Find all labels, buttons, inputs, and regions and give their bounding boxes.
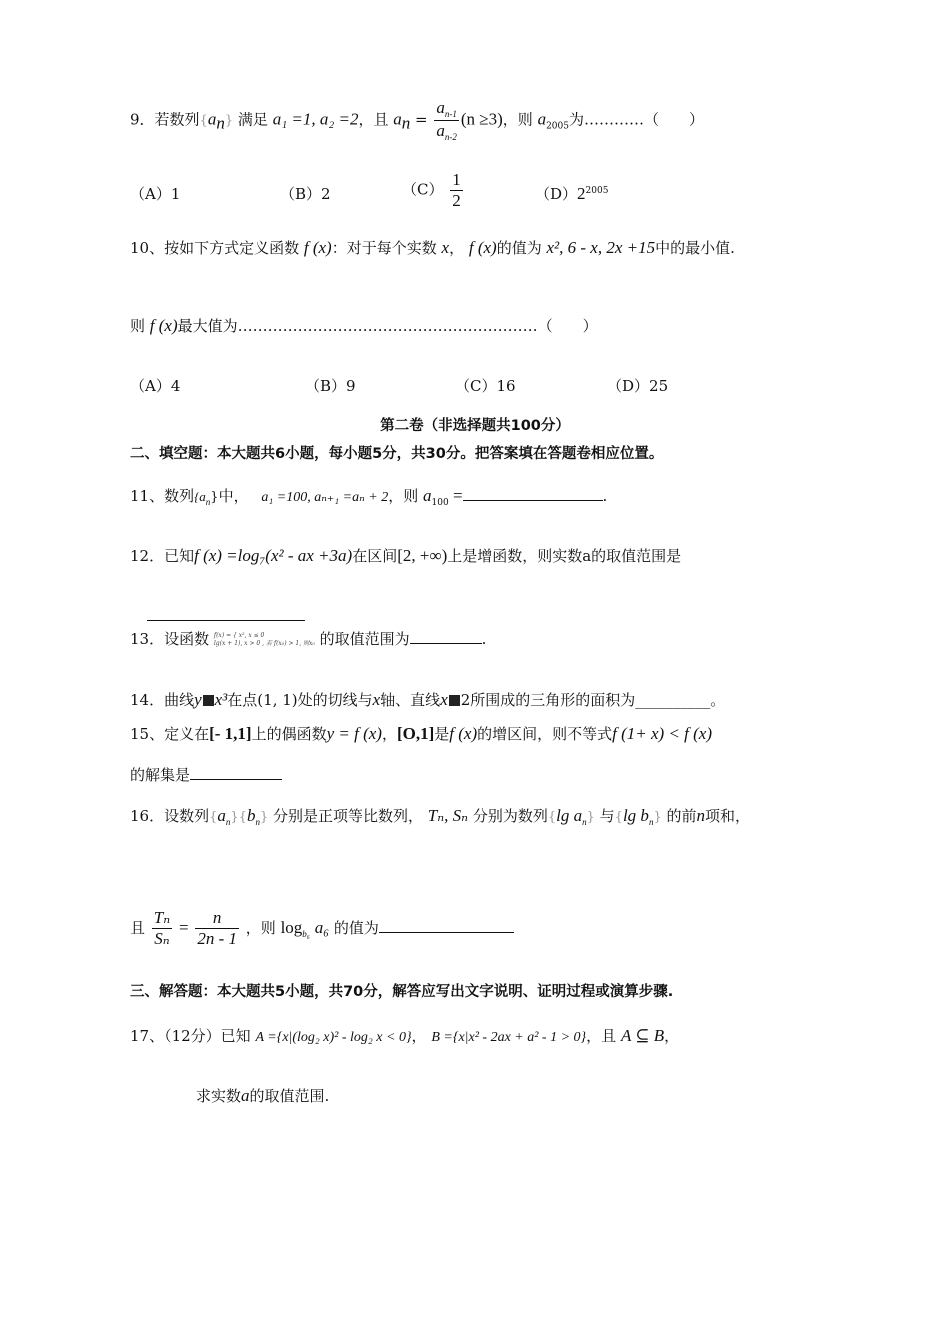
q10-option-c: （C）16 <box>455 377 516 395</box>
q15-inequality: f (1+ x) < f (x) <box>612 724 713 743</box>
q12-expr: f (x) =log₇(x² - ax +3a) <box>194 546 353 565</box>
q9-option-b: （B）2 <box>280 185 331 203</box>
question-16-line2: 且 $\frac{\text{Tₙ}}{\text{Sₙ}}$ = $\frac{n}{2n - 1}$ ，则 $\log_{b_6} a_6$ 的值为 <box>130 908 514 950</box>
q13-function-def: f(x) = { x², x ≤ 0 lg(x + 1), x > 0 , 若 f(x₀) > 1, 则x₀ <box>213 632 315 647</box>
q10-text4: 的值为 <box>496 239 542 257</box>
q16-fraction2: $\frac{n}{2n - 1}$ <box>197 908 237 949</box>
q9-tail: 为…………（ ） <box>568 110 704 129</box>
q10-option-d: （D）25 <box>607 377 669 395</box>
q16-and: 且 <box>130 918 146 937</box>
q10-fx3: f (x) <box>149 316 178 335</box>
q10-comma: ， <box>449 239 465 257</box>
question-9: 9．若数列$\{a_n\}$ 满足 a₁ =1, a₂ =2，且 $a_n$ = $\frac{a_{n-1}}{a_{n-2}}$ (n ≥3)，则 $a_{2005}$为…………（ ） <box>130 98 704 142</box>
question-14: 14．曲线y x³在点(1, 1)处的切线与x轴、直线x 2所围成的三角形的面积为__________。 <box>130 690 726 709</box>
q15-expr1: y = f (x) <box>326 724 382 743</box>
q16-text4: 与 <box>599 807 615 825</box>
q16-text2: 分别是正项等比数列， <box>273 807 424 825</box>
q10-line2: 最大值为……………………………………………………（ ） <box>177 317 598 335</box>
q9-seq: a <box>207 109 217 129</box>
question-10-line2 <box>130 316 598 336</box>
q13-text2: 的取值范围为 <box>319 630 410 648</box>
q9-condition: a₁ =1, a₂ =2 <box>272 109 359 129</box>
q9-option-c: （C） $\frac{1}{2}$ <box>402 170 461 210</box>
q11-text: 11、数列 <box>130 487 195 505</box>
q10-then: 则 <box>130 317 146 335</box>
q17-set-b: B ={x|x² - 2ax + a² - 1 > 0} <box>431 1030 587 1045</box>
q15-answer-blank[interactable] <box>190 779 282 780</box>
q15-text2: 上的偶函数 <box>251 725 327 743</box>
question-10 <box>130 238 735 258</box>
q17-subset: A ⊆ B <box>620 1026 665 1045</box>
q12-text3: 上是增函数，则实数a的取值范围是 <box>447 547 682 565</box>
q9-lhs: a <box>393 109 402 129</box>
q13-text: 13．设函数 <box>130 630 210 648</box>
q16-then: ，则 <box>245 918 276 937</box>
q11-seq: {a <box>194 489 206 504</box>
q10-x: x <box>441 238 450 257</box>
q15-line2: 的解集是 <box>130 766 191 784</box>
q10-option-a: （A）4 <box>130 377 181 395</box>
q9-target: a <box>537 109 547 129</box>
q12-answer-blank[interactable] <box>147 610 305 621</box>
q15-text5: 的增区间，则不等式 <box>477 725 613 743</box>
q12-interval: [2, +∞) <box>397 546 448 565</box>
q15-text: 15、定义在 <box>130 725 210 743</box>
q12-text2: 在区间 <box>352 547 398 565</box>
q11-text2: 中， <box>218 487 249 505</box>
q14-text2: 在点(1, 1)处的切线与 <box>227 691 373 709</box>
q16-ts: Tₙ, Sₙ <box>427 806 469 825</box>
q17-text2: ，且 <box>586 1027 617 1045</box>
q11-text3: ，则 <box>388 487 419 505</box>
q10-option-b: （B）9 <box>305 377 356 395</box>
q9-text2: ，且 <box>358 110 389 129</box>
q17-set-a: A ={x|(log₂ x)² - log₂ x < 0} <box>255 1030 412 1045</box>
q15-interval: [- 1,1] <box>209 724 252 743</box>
q9-text3: ，则 <box>502 110 533 129</box>
section2-heading: 二、填空题：本大题共6小题，每小题5分，共30分。把答案填在答题卷相应位置。 <box>130 446 664 462</box>
q16-fraction1: $\frac{\text{Tₙ}}{\text{Sₙ}}$ <box>153 908 171 949</box>
question-16: 16．设数列$\{a_n\}\{b_n\}$ 分别是正项等比数列， Tₙ, Sₙ 分别为数列{lg $a_n$} 与{lg $b_n$} 的前n项和， <box>130 806 751 827</box>
q13-answer-blank[interactable] <box>410 643 482 644</box>
q15-interval2: [O,1] <box>396 724 435 743</box>
q9-number: 9．若数列 <box>130 110 200 129</box>
q11-target: a <box>423 486 432 505</box>
question-17: 17、（12分）已知 A ={x|(log₂ x)² - log₂ x < 0}， B ={x|x² - 2ax + a² - 1 > 0}，且 A ⊆ B， <box>130 1026 680 1045</box>
q10-text2: ：对于每个实数 <box>331 239 437 257</box>
q9-seq-sub: n <box>216 113 225 133</box>
q9-fraction: $\frac{a_{n-1}}{a_{n-2}}$ <box>436 98 457 142</box>
q16-value-text: 的值为 <box>333 918 379 937</box>
q17-text: 17、（12分）已知 <box>130 1027 251 1045</box>
q17-range-text: 的取值范围. <box>249 1087 330 1105</box>
q16-text5: 的前 <box>666 807 697 825</box>
question-12 <box>130 546 681 566</box>
q17-find: 求实数 <box>196 1087 242 1105</box>
q11-answer-blank[interactable] <box>463 500 603 501</box>
question-13: 13．设函数 f(x) = { x², x ≤ 0 lg(x + 1), x > 0 , 若 f(x₀) > 1, 则x₀ 的取值范围为 . <box>130 630 487 648</box>
section3-heading: 三、解答题：本大题共5小题，共70分，解答应写出文字说明、证明过程或演算步骤. <box>130 984 674 1000</box>
q16-text: 16．设数列 <box>130 807 210 825</box>
q10-fx2: f (x) <box>468 238 497 257</box>
q10-fx: f (x) <box>303 238 332 257</box>
q9-option-a: （A）1 <box>130 185 181 203</box>
q10-text5: 中的最小值. <box>655 239 735 257</box>
q14-text4: 2所围成的三角形的面积为__________。 <box>460 691 726 709</box>
question-17-line2: 求实数a的取值范围. <box>196 1086 330 1105</box>
q16-text3: 分别为数列 <box>472 807 548 825</box>
question-11: 11、数列$\{a_n\}$中， a₁ =100, aₙ₊₁ =aₙ + 2，则 $a_{100}$ = . <box>130 486 608 508</box>
q16-answer-blank[interactable] <box>379 932 514 933</box>
q11-condition: a₁ =100, aₙ₊₁ =aₙ + 2 <box>261 490 389 505</box>
q15-expr2: f (x) <box>449 724 478 743</box>
question-15-line2 <box>130 766 282 784</box>
q9-text: 满足 <box>237 110 268 129</box>
question-15: 15、定义在[- 1,1]上的偶函数y = f (x)，[O,1]是f (x)的增区间，则不等式f (1+ x) < f (x) <box>130 724 713 743</box>
q14-text: 14．曲线 <box>130 691 195 709</box>
q16-text6: 项和， <box>705 807 751 825</box>
q9-range: (n ≥3) <box>460 109 503 129</box>
part2-title: 第二卷（非选择题共100分） <box>380 418 570 434</box>
q12-text: 12．已知 <box>130 547 195 565</box>
missing-glyph-icon <box>449 695 460 706</box>
q10-exprs: x², 6 - x, 2x +15 <box>546 238 656 257</box>
q9-option-d: $(D)2^{2005}$ <box>535 184 609 203</box>
q14-text3: 轴、直线 <box>380 691 441 709</box>
q10-text: 10、按如下方式定义函数 <box>130 239 300 257</box>
missing-glyph-icon <box>203 695 214 706</box>
